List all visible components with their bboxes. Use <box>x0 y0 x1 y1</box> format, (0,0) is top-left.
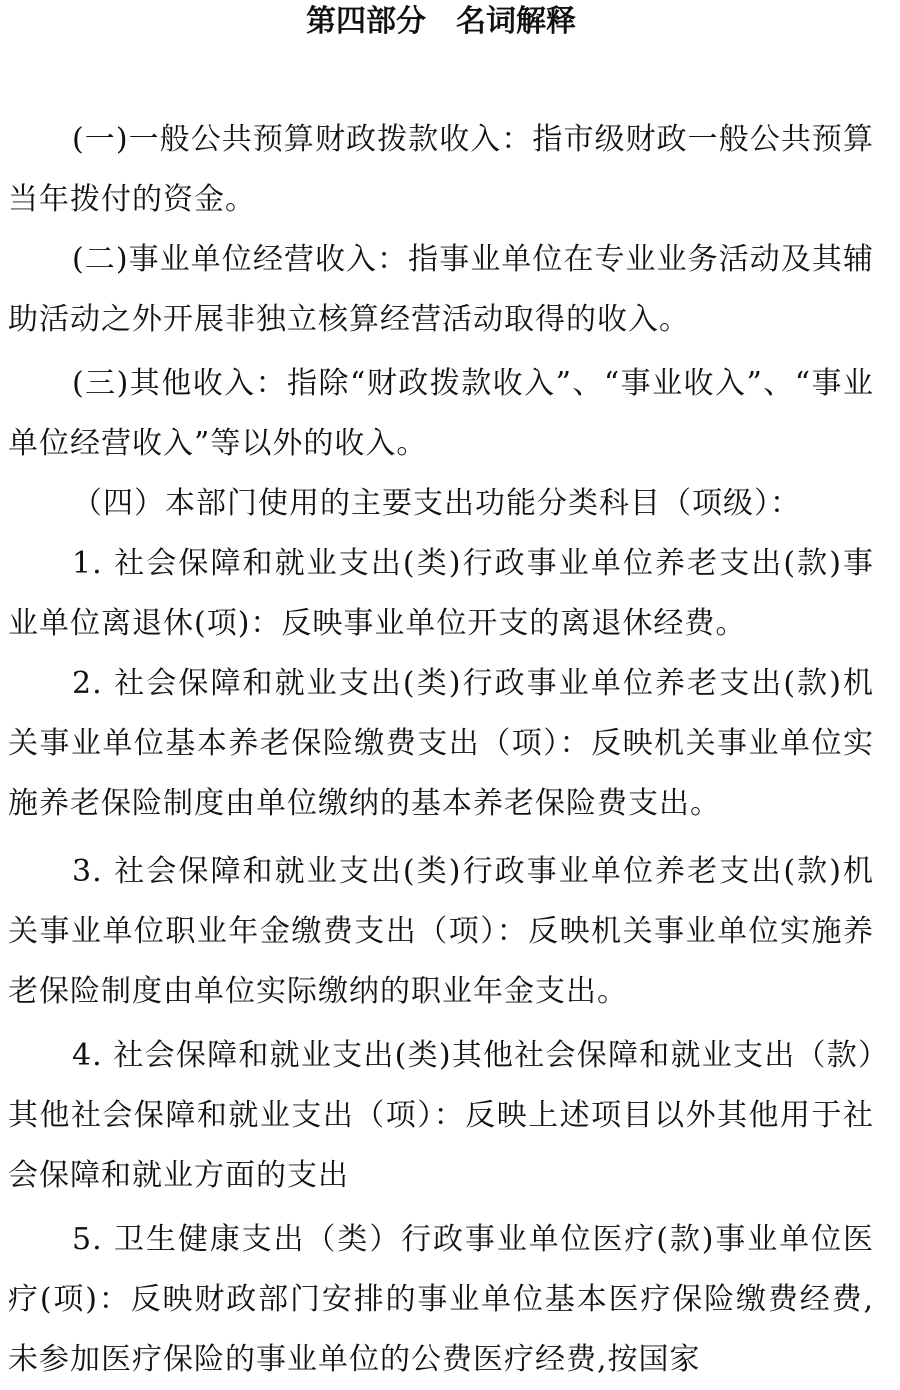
paragraph-item-3: 3. 社会保障和就业支出(类)行政事业单位养老支出(款)机关事业单位职业年金缴费支出（项）：反映机关事业单位实施养老保险制度由单位实际缴纳的职业年金支出。 <box>8 854 874 1009</box>
page-title: 第四部分 名词解释 <box>306 4 576 39</box>
paragraph-item-2: 2. 社会保障和就业支出(类)行政事业单位养老支出(款)机关事业单位基本养老保险缴费支出（项）：反映机关事业单位实施养老保险制度由单位缴纳的基本养老保险费支出。 <box>8 666 874 821</box>
paragraph-item-1: 1. 社会保障和就业支出(类)行政事业单位养老支出(款)事业单位离退休(项)：反映事业单位开支的离退休经费。 <box>8 546 874 641</box>
paragraph-item-4: 4. 社会保障和就业支出(类)其他社会保障和就业支出（款）其他社会保障和就业支出（项）：反映上述项目以外其他用于社会保障和就业方面的支出 <box>8 1038 874 1193</box>
paragraph-general-budget-income: (一)一般公共预算财政拨款收入：指市级财政一般公共预算当年拨付的资金。 <box>8 122 874 217</box>
document-body <box>8 110 874 1390</box>
paragraph-item-5: 5. 卫生健康支出（类）行政事业单位医疗(款)事业单位医疗(项)：反映财政部门安排的事业单位基本医疗保险缴费经费,未参加医疗保险的事业单位的公费医疗经费,按国家 <box>8 1222 874 1377</box>
paragraph-expenditure-categories: （四）本部门使用的主要支出功能分类科目（项级）： <box>72 486 801 521</box>
paragraph-other-income: (三)其他收入：指除“财政拨款收入”、“事业收入”、“事业单位经营收入”等以外的收入。 <box>8 366 874 461</box>
paragraph-business-income: (二)事业单位经营收入：指事业单位在专业业务活动及其辅助活动之外开展非独立核算经营活动取得的收入。 <box>8 242 874 337</box>
